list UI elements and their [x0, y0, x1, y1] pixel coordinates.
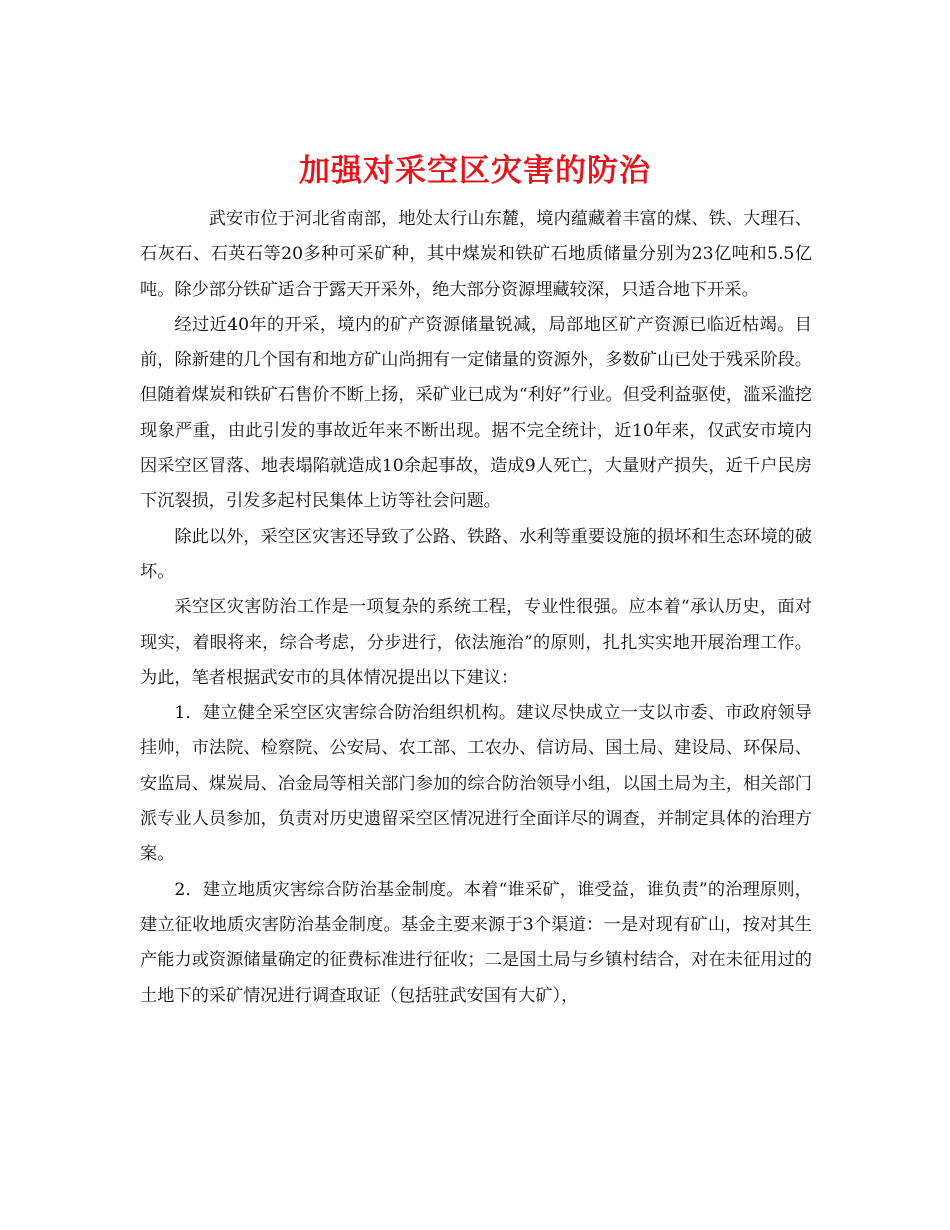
document-body: [140, 202, 812, 1014]
paragraph-damage: 除此以外，采空区灾害还导致了公路、铁路、水利等重要设施的损坏和生态环境的破坏。: [140, 526, 812, 582]
paragraph-mining-history: 经过近40年的开采，境内的矿产资源储量锐减，局部地区矿产资源已临近枯竭。目前，除新建的几个国有和地方矿山尚拥有一定储量的资源外，多数矿山已处于残采阶段。但随着煤炭和铁矿石售价不断上扬，采矿业已成为“利好”行业。但受利益驱使，滥采滥挖现象严重，由此引发的事故近年来不断出现。据不完全统计，近10年来，仅武安市境内因采空区冒落、地表塌陷就造成10余起事故，造成9人死亡，大量财产损失，近千户民房下沉裂损，引发多起村民集体上访等社会问题。: [140, 314, 812, 512]
paragraph-intro: 武安市位于河北省南部，地处太行山东麓，境内蕴藏着丰富的煤、铁、大理石、石灰石、石英石等20多种可采矿种，其中煤炭和铁矿石地质储量分别为23亿吨和5.5亿吨。除少部分铁矿适合于露天开采外，绝大部分资源埋藏较深，只适合地下开采。: [140, 209, 812, 300]
paragraph-recommendation-2: 2．建立地质灾害综合防治基金制度。本着“谁采矿，谁受益，谁负责”的治理原则，建立征收地质灾害防治基金制度。基金主要来源于3个渠道：一是对现有矿山，按对其生产能力或资源储量确定的征费标准进行征收；二是国土局与乡镇村结合，对在未征用过的土地下的采矿情况进行调查取证（包括驻武安国有大矿），: [140, 879, 812, 1006]
paragraph-principles: 采空区灾害防治工作是一项复杂的系统工程，专业性很强。应本着“承认历史，面对现实，着眼将来，综合考虑，分步进行，依法施治”的原则，扎扎实实地开展治理工作。为此，笔者根据武安市的具体情况提出以下建议：: [140, 597, 812, 688]
document-title: 加强对采空区灾害的防治: [299, 152, 651, 189]
paragraph-recommendation-1: 1．建立健全采空区灾害综合防治组织机构。建议尽快成立一支以市委、市政府领导挂帅，市法院、检察院、公安局、农工部、工农办、信访局、国土局、建设局、环保局、安监局、煤炭局、冶金局等相关部门参加的综合防治领导小组，以国土局为主，相关部门派专业人员参加，负责对历史遗留采空区情况进行全面详尽的调查，并制定具体的治理方案。: [140, 703, 812, 865]
